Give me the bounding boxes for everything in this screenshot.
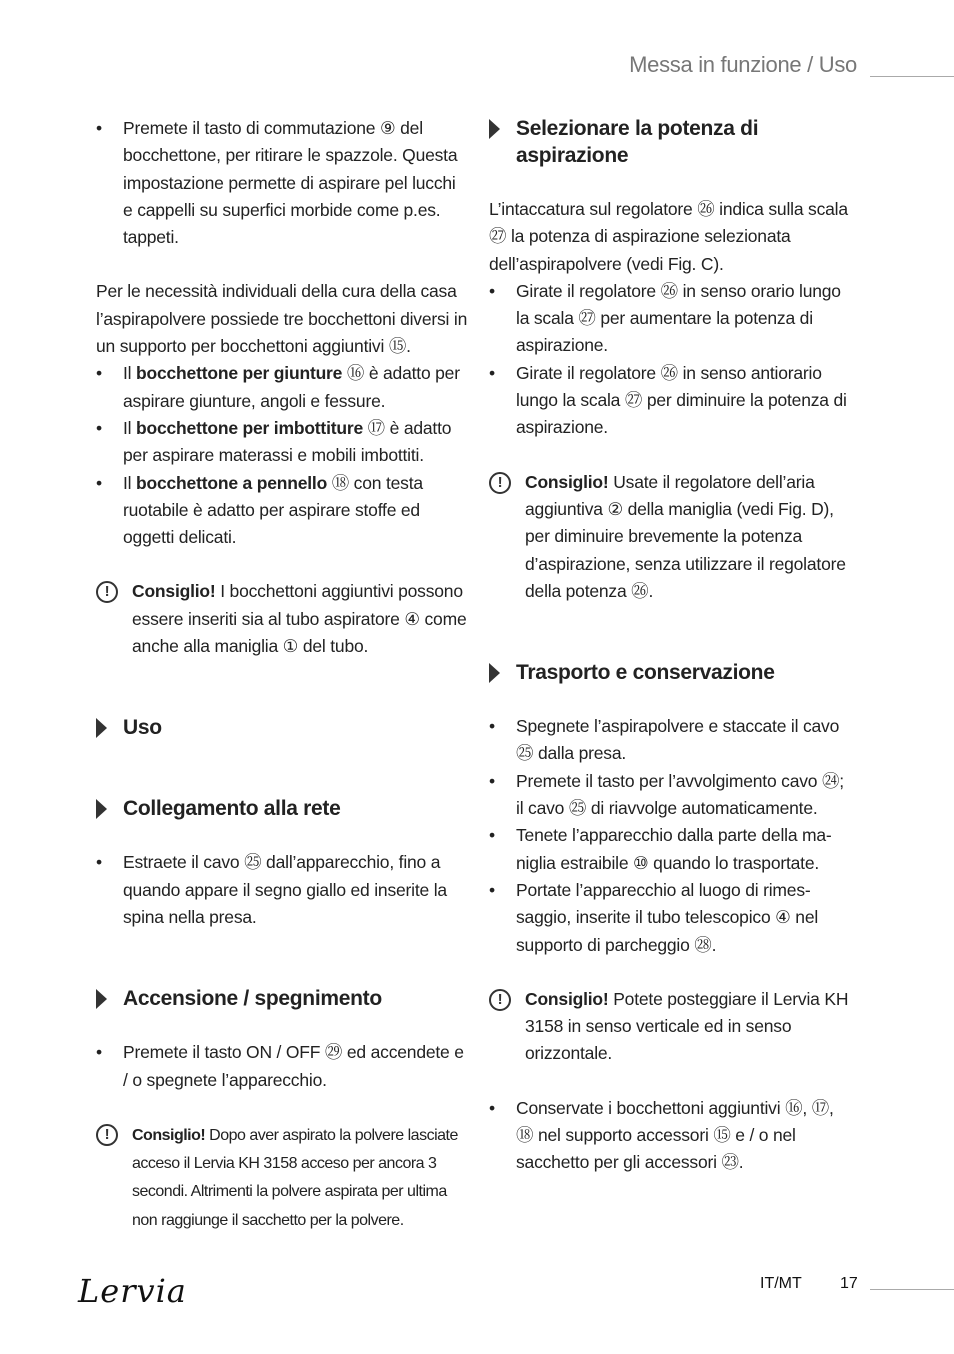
list-item [489, 360, 855, 442]
bold-term: bocchettone per giunture [136, 363, 343, 384]
bullet-icon: • [96, 1042, 102, 1063]
bullet-icon: • [489, 716, 495, 737]
left-column [96, 115, 468, 1234]
bullet-icon: • [96, 472, 102, 493]
list-item [96, 849, 468, 931]
list-item-text: Estraete il cavo ㉕ dall’apparecchio, fino a quando appare il segno giallo ed inserite la spina nella presa. [123, 852, 447, 927]
bullet-icon: • [96, 118, 102, 138]
section-heading [489, 115, 776, 169]
arrow-icon [96, 989, 107, 1009]
heading-text: Selezionare la potenza di aspirazione [516, 117, 759, 167]
bullet-icon: • [489, 1097, 495, 1118]
list-item [489, 278, 855, 360]
text: ⑯ è adatto per aspirare giunture, angoli e fessure. [123, 363, 460, 411]
list-item-text: Girate il regolatore ㉖ in senso orario lungo la scala ㉗ per aumentare la potenza di aspirazione. [516, 280, 841, 356]
list-item-text: Premete il tasto di commutazione ⑨ del bocchettone, per ritirare le spazzole. Questa impostazione permette di aspirare pel lucchi e cappelli su superfici morbide come p.es. tappeti. [123, 118, 458, 248]
section-heading [96, 714, 468, 741]
tip-box [489, 469, 855, 605]
heading-text: Collegamento alla rete [123, 797, 341, 821]
bullet-icon: • [96, 852, 102, 873]
list-item [96, 415, 468, 470]
list-item [96, 1039, 468, 1094]
paragraph: Per le necessità individuali della cura della casa l’aspirapolvere possiede tre bocchettoni diversi in un supporto per bocchettoni aggiuntivi ⑮. [96, 281, 468, 357]
tip-box [96, 578, 468, 660]
list-item [489, 822, 855, 877]
tip-label: Consiglio! [132, 1126, 206, 1144]
list-item-text: Girate il regolatore ㉖ in senso antiorario lungo la scala ㉗ per diminuire la potenza di aspirazione. [516, 362, 847, 438]
tip-text: Usate il regolatore dell’aria aggiuntiva ② della maniglia (vedi Fig. D), per diminuire brevemente la potenza d’aspirazione, senza utilizzare il regolatore della potenza ㉖. [525, 471, 846, 601]
section-heading [489, 659, 855, 686]
tip-text: Potete posteggiare il Lervia KH 3158 in senso verticale ed in senso orizzontale. [525, 988, 849, 1064]
bold-term: bocchettone per imbottiture [136, 417, 363, 438]
tip-label: Consiglio! [525, 988, 609, 1009]
arrow-icon [96, 718, 107, 738]
bullet-icon: • [489, 879, 495, 900]
list-item-text: Tenete l’apparecchio dalla parte della ma-niglia estraibile ⑩ quando lo trasportate. [516, 825, 832, 873]
warning-icon: ! [96, 1124, 118, 1146]
heading-text: Uso [123, 716, 162, 740]
list-item-text: Conservate i bocchettoni aggiuntivi ⑯, ⑰, ⑱ nel supporto accessori ⑮ e / o nel sacchetto per gli accessori ㉓. [516, 1097, 834, 1173]
heading-text: Accensione / spegnimento [123, 987, 382, 1011]
right-column [489, 115, 855, 1177]
tip-box [96, 1121, 468, 1234]
text: ⑰ è adatto per aspirare materassi e mobili imbottiti. [123, 417, 452, 466]
bullet-icon: • [489, 770, 495, 791]
list-item [489, 768, 855, 823]
page-number: 17 [840, 1275, 858, 1292]
text: Il [123, 472, 137, 493]
list-item [489, 877, 855, 959]
section-heading [96, 985, 468, 1012]
list-item [96, 115, 468, 251]
tip-text: I bocchettoni aggiuntivi possono essere inseriti sia al tubo aspiratore ④ come anche alla maniglia ① del tubo. [132, 581, 467, 657]
tip-box [489, 986, 855, 1068]
arrow-icon [489, 663, 500, 683]
arrow-icon [489, 119, 500, 139]
list-item [96, 470, 468, 552]
list-item [489, 1095, 855, 1177]
text: Il [123, 363, 137, 384]
heading-text: Trasporto e conservazione [516, 661, 775, 685]
list-item-text: Spegnete l’aspirapolvere e staccate il cavo ㉕ dalla presa. [516, 716, 840, 764]
page-section-title: Messa in funzione / Uso [629, 52, 857, 77]
arrow-icon [96, 799, 107, 819]
text: ⑱ con testa ruotabile è adatto per aspirare stoffe ed oggetti delicati. [123, 472, 423, 548]
bold-term: bocchettone a pennello [136, 472, 328, 493]
list-item-text: Portate l’apparecchio al luogo di rimes-saggio, inserite il tubo telescopico ④ nel supporto di parcheggio ㉘. [516, 879, 819, 955]
list-item [489, 713, 855, 768]
bullet-icon: • [96, 363, 102, 384]
tip-text: Dopo aver aspirato la polvere lasciate acceso il Lervia KH 3158 acceso per ancora 3 secondi. Altrimenti la polvere aspirata per ultima non raggiunge il sacchetto per la polvere. [132, 1126, 458, 1229]
footer-rule [870, 1289, 954, 1290]
bullet-icon: • [489, 825, 495, 846]
brand-logo: Lervia [78, 1272, 187, 1310]
tip-label: Consiglio! [132, 581, 216, 602]
bullet-icon: • [489, 280, 495, 301]
language-code: IT/MT [760, 1275, 802, 1292]
bullet-icon: • [489, 362, 495, 383]
header-rule [870, 76, 954, 77]
bullet-icon: • [96, 417, 102, 438]
list-item-text: Premete il tasto per l’avvolgimento cavo ㉔; il cavo ㉕ di riavvolge automaticamente. [516, 770, 844, 819]
tip-label: Consiglio! [525, 471, 609, 492]
paragraph: L’intaccatura sul regolatore ㉖ indica sulla scala ㉗ la potenza di aspirazione selezionata dell’aspirapolvere (vedi Fig. C). [489, 199, 848, 274]
list-item-text: Premete il tasto ON / OFF ㉙ ed accendete e / o spegnete l’apparecchio. [123, 1042, 464, 1090]
warning-icon: ! [489, 989, 511, 1011]
list-item [96, 360, 468, 415]
section-heading [96, 795, 468, 822]
warning-icon: ! [489, 472, 511, 494]
warning-icon: ! [96, 581, 118, 603]
text: Il [123, 417, 137, 438]
